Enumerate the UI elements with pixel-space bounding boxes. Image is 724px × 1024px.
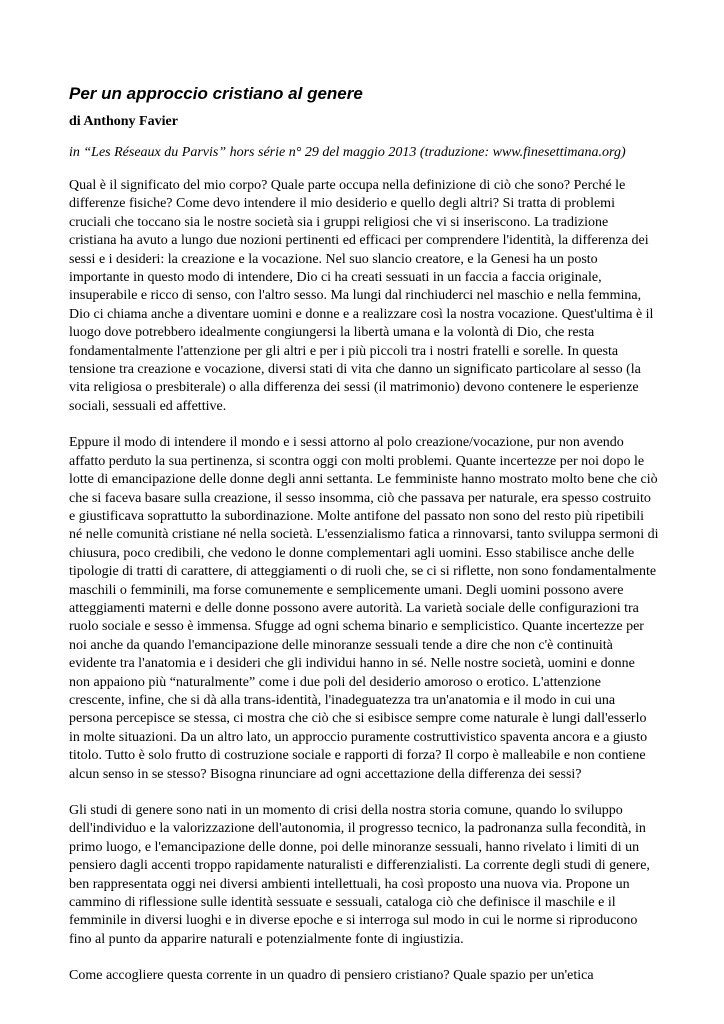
article-author: di Anthony Favier (69, 114, 178, 129)
document-page (69, 84, 659, 1004)
article-title: Per un approccio cristiano al genere (69, 84, 363, 103)
article-source: in “Les Réseaux du Parvis” hors série n° 29 del maggio 2013 (traduzione: www.finesettimana.org) (69, 145, 626, 160)
paragraph-4: Come accogliere questa corrente in un quadro di pensiero cristiano? Quale spazio per un'etica (69, 968, 594, 984)
paragraph-3: Gli studi di genere sono nati in un momento di crisi della nostra storia comune, quando lo sviluppo dell'individuo e la valorizzazione dell'autonomia, il progresso tecnico, la padronanza sulla fecondità, in primo luogo, e l'emancipazione delle donne, poi delle minoranze sessuali, hanno rivelato i limiti di un pensiero dagli accenti troppo rapidamente naturalisti e differenzialisti. La corrente degli studi di genere, ben rappresentata oggi nei diversi ambienti intellettuali, ha così proposto una nuova via. Propone un cammino di riflessione sulle identità sessuate e sessuali, cataloga ciò che definisce il maschile e il femminile in diversi luoghi e in diverse epoche e si interroga sul modo in cui le norme si riproducono fino al punto da apparire naturali e potenzialmente fonte di ingiustizia. (69, 803, 650, 947)
paragraph-2: Eppure il modo di intendere il mondo e i sessi attorno al polo creazione/vocazione, pur non avendo affatto perduto la sua pertinenza, si scontra oggi con molti problemi. Quante incertezze per noi dopo le lotte di emancipazione delle donne degli anni settanta. Le femministe hanno mostrato molto bene che ciò che si faceva basare sulla creazione, il sesso insomma, ciò che passava per naturale, era spesso costruito e giustificava soprattutto la subordinazione. Molte antifone del passato non sono del resto più ripetibili né nelle comunità cristiane né nella società. L'essenzialismo fatica a rinnovarsi, tanto sviluppa sermoni di chiusura, poco credibili, che vedono le donne complementari agli uomini. Esso stabilisce anche delle tipologie di tratti di carattere, di atteggiamenti o di ruoli che, se ci si riflette, non sono fondamentalmente maschili o femminili, ma forse comunemente e semplicemente umani. Degli uomini possono avere atteggiamenti materni e delle donne possono avere autorità. La varietà sociale delle configurazioni tra ruolo sociale e sesso è immensa. Sfugge ad ogni schema binario e semplicistico. Quante incertezze per noi anche da quando l'emancipazione delle minoranze sessuali tende a dire che non c'è continuità evidente tra l'anatomia e i desideri che gli individui hanno in sé. Nelle nostre società, uomini e donne non appaiono più “naturalmente” come i due poli del desiderio amoroso o erotico. L'attenzione crescente, infine, che si dà alla trans-identità, l'inadeguatezza tra un'anatomia e il modo in cui una persona percepisce se stessa, ci mostra che ciò che si esibisce sempre come naturale è lungi dall'esserlo in molte situazioni. Da un altro lato, un approccio puramente costruttivistico spaventa ancora e a giusto titolo. Tutto è solo frutto di costruzione sociale e rapporti di forza? Il corpo è malleabile e non contiene alcun senso in se stesso? Bisogna rinunciare ad ogni accettazione della differenza dei sessi? (69, 435, 659, 782)
paragraph-1: Qual è il significato del mio corpo? Quale parte occupa nella definizione di ciò che sono? Perché le differenze fisiche? Come devo intendere il mio desiderio e quello degli altri? Si tratta di problemi cruciali che toccano sia le nostre società sia i gruppi religiosi che vi si inseriscono. La tradizione cristiana ha avuto a lungo due nozioni pertinenti ed efficaci per comprendere l'identità, la differenza dei sessi e i desideri: la creazione e la vocazione. Nel suo slancio creatore, e la Genesi ha un posto importante in questo modo di intendere, Dio ci ha creati sessuati in un faccia a faccia originale, insuperabile e ricco di senso, con l'altro sesso. Ma lungi dal rinchiuderci nel maschio e nella femmina, Dio ci chiama anche a diventare uomini e donne e a realizzare così la nostra vocazione. Quest'ultima è il luogo dove potrebbero idealmente congiungersi la libertà umana e la volontà di Dio, che resta fondamentalmente l'attenzione per gli altri e per i più piccoli tra i nostri fratelli e sorelle. In questa tensione tra creazione e vocazione, diversi stati di vita che danno un significato particolare al sesso (la vita religiosa o presbiterale) o alla differenza dei sessi (il matrimonio) devono contenere le esperienze sociali, sessuali ed affettive. (69, 178, 654, 414)
